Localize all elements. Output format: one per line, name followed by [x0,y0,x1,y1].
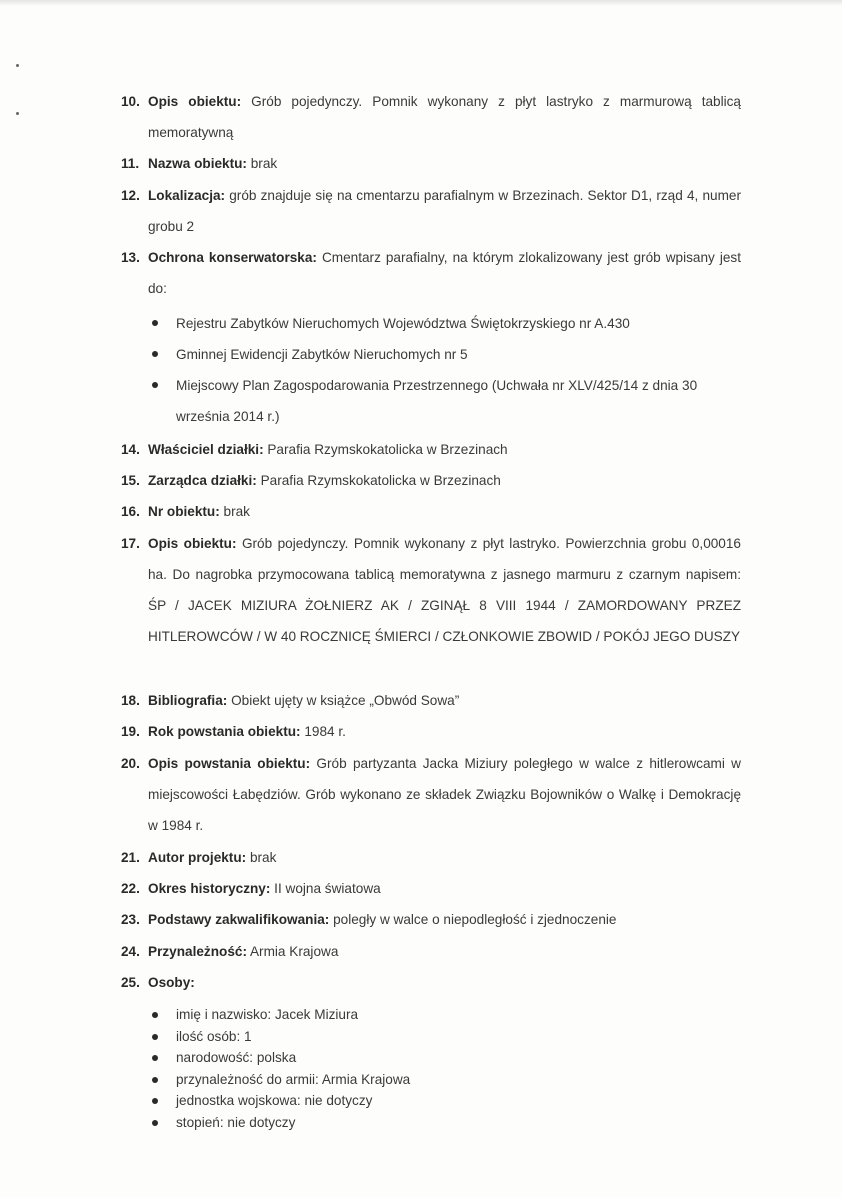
list-item: Rejestru Zabytków Nieruchomych Województwa Świętokrzyskiego nr A.430 [148,308,748,339]
item-number: 10. [121,94,140,109]
persons-list [148,1004,748,1133]
list-item: stopień: nie dotyczy [148,1112,748,1134]
item-value: brak [246,850,277,865]
item-text [121,434,741,465]
item-number: 17. [121,536,140,551]
bullet-icon [152,1120,158,1126]
item-number: 19. [121,724,140,739]
item-value: Parafia Rzymskokatolicka w Brzezinach [263,442,508,457]
item-15-plot-manager [121,465,741,496]
item-value: 1984 r. [300,724,346,739]
item-number: 23. [121,912,140,927]
item-23-qualification-basis [121,904,741,935]
item-12-location [121,180,741,242]
item-21-project-author [121,842,741,873]
item-text [121,716,741,747]
item-number: 20. [121,756,140,771]
item-number: 12. [121,188,140,203]
item-10-object-description [121,86,741,148]
item-number: 14. [121,442,140,457]
item-number: 18. [121,693,140,708]
item-value: brak [246,156,278,171]
item-13-conservation-protection [121,242,741,304]
item-label: Opis obiektu: [148,536,237,551]
item-value: Parafia Rzymskokatolicka w Brzezinach [256,473,501,488]
item-text [121,148,741,179]
item-label: Nazwa obiektu: [148,156,247,171]
item-17-object-description [121,528,741,652]
bullet-icon [152,1034,158,1040]
item-label: Właściciel działki: [148,442,264,457]
list-item: ilość osób: 1 [148,1026,748,1048]
item-text [121,873,741,904]
item-19-year-built [121,716,741,747]
item-22-historical-period [121,873,741,904]
item-text [121,685,741,716]
item-text [121,904,741,935]
list-item: przynależność do armii: Armia Krajowa [148,1069,748,1091]
item-text [121,242,741,304]
item-label: Bibliografia: [148,693,228,708]
item-number: 21. [121,850,140,865]
item-text [121,842,741,873]
bullet-icon [152,1055,158,1061]
item-value: Armia Krajowa [246,944,339,959]
list-item: narodowość: polska [148,1047,748,1069]
item-number: 24. [121,944,140,959]
item-label: Autor projektu: [148,850,247,865]
item-text [121,180,741,242]
bullet-icon [152,320,158,326]
item-18-bibliography [121,685,741,716]
item-24-affiliation [121,936,741,967]
item-label: Lokalizacja: [148,188,226,203]
item-text [121,748,741,841]
bullet-icon [152,1012,158,1018]
item-text [121,465,741,496]
item-number: 15. [121,473,140,488]
item-label: Opis powstania obiektu: [148,756,311,771]
list-item: jednostka wojskowa: nie dotyczy [148,1090,748,1112]
item-number: 25. [121,975,140,990]
item-number: 11. [121,156,140,171]
item-text [121,528,741,652]
item-number: 22. [121,881,140,896]
item-label: Ochrona konserwatorska: [148,250,317,265]
list-item: imię i nazwisko: Jacek Miziura [148,1004,748,1026]
item-label: Okres historyczny: [148,881,271,896]
item-value: Grób partyzanta Jacka Miziury poległego w walce z hitlerowcami w miejscowości Łabędziów. Grób wykonano ze składek Związku Bojowników o Walkę i Demokrację w 1984 r. [148,756,741,833]
item-text [121,967,741,998]
bullet-icon [152,382,158,388]
item-value: Cmentarz parafialny, na którym zlokalizowany jest grób wpisany jest do: [148,250,741,296]
item-label: Zarządca działki: [148,473,257,488]
item-text [121,936,741,967]
item-value: poległy w walce o niepodległość i zjednoczenie [329,912,617,927]
item-label: Przynależność: [148,944,247,959]
item-number: 16. [121,504,140,519]
item-14-plot-owner [121,434,741,465]
bullet-icon [152,351,158,357]
item-label: Opis obiektu: [148,94,242,109]
item-text [121,496,741,527]
item-20-origin-description [121,748,741,841]
item-value: II wojna światowa [270,881,381,896]
item-value: brak [219,504,250,519]
item-25-persons [121,967,741,998]
item-16-object-number [121,496,741,527]
list-item: Miejscowy Plan Zagospodarowania Przestrzennego (Uchwała nr XLV/425/14 z dnia 30 września 2014 r.) [148,370,748,432]
protection-list [148,308,748,432]
item-label: Nr obiektu: [148,504,220,519]
bullet-icon [152,1077,158,1083]
bullet-icon [152,1098,158,1104]
item-11-object-name [121,148,741,179]
item-number: 13. [121,250,140,265]
item-text [121,86,741,148]
item-value: grób znajduje się na cmentarzu parafialnym w Brzezinach. Sektor D1, rząd 4, numer grobu 2 [148,188,741,234]
item-label: Rok powstania obiektu: [148,724,301,739]
item-label: Podstawy zakwalifikowania: [148,912,330,927]
item-value: Grób pojedynczy. Pomnik wykonany z płyt lastryko. Powierzchnia grobu 0,00016 ha. Do nagrobka przymocowana tablicą memoratywna z jasnego marmuru z czarnym napisem: ŚP / JACEK MIZIURA ŻOŁNIERZ AK / ZGINĄŁ 8 VIII 1944 / ZAMORDOWANY PRZEZ HITLEROWCÓW / W 40 ROCZNICĘ ŚMIERCI / CZŁONKOWIE ZBOWID / POKÓJ JEGO DUSZY [148,536,741,644]
item-label: Osoby: [148,975,195,990]
item-value: Grób pojedynczy. Pomnik wykonany z płyt lastryko z marmurową tablicą memoratywną [148,94,741,140]
list-item: Gminnej Ewidencji Zabytków Nieruchomych nr 5 [148,339,748,370]
item-value: Obiekt ujęty w książce „Obwód Sowa” [227,693,460,708]
